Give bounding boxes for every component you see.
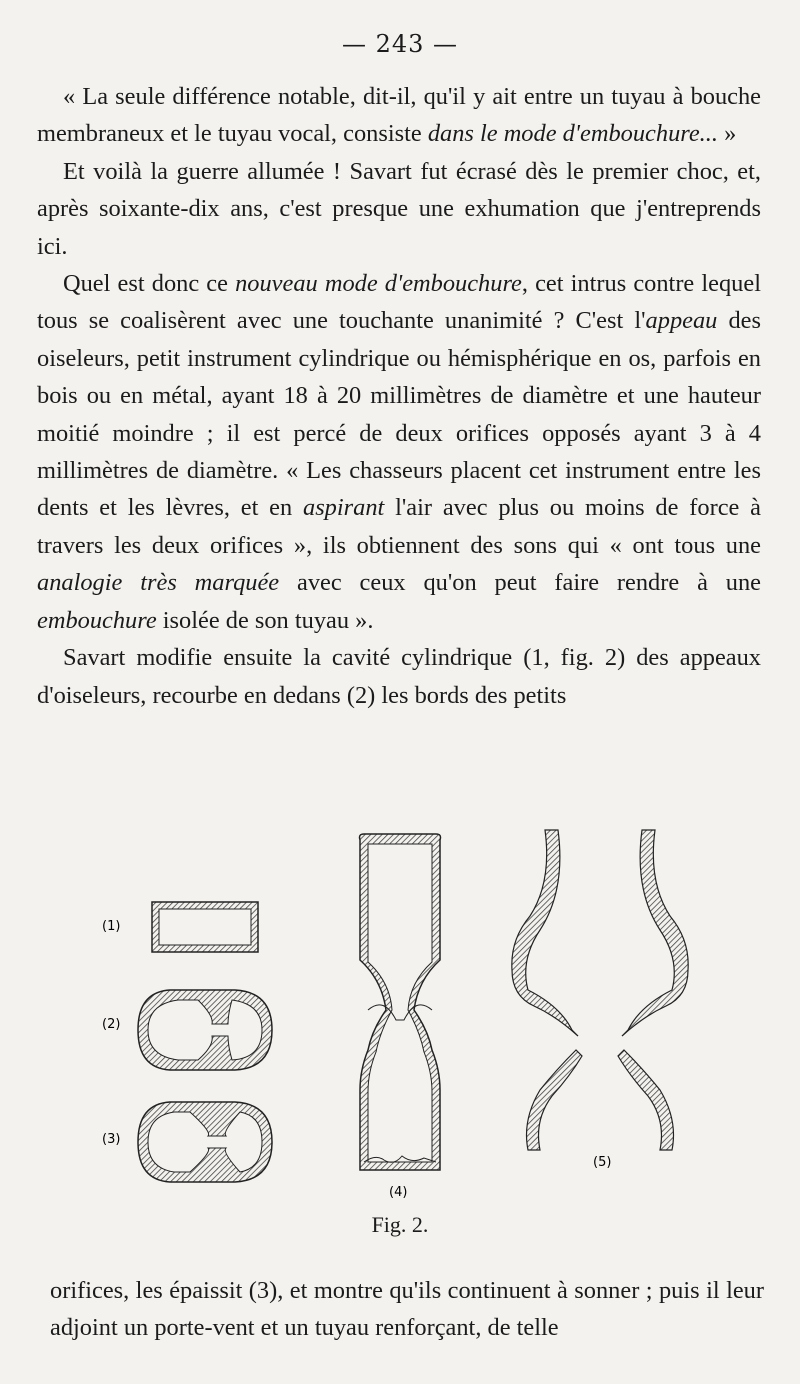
paragraph	[37, 78, 761, 153]
body-text-bottom	[50, 1272, 764, 1347]
body-text-top	[37, 78, 761, 714]
figure-part-2	[138, 990, 272, 1070]
text-run: , cet intrus contre lequel tous se coalisèrent avec une touchante unanimité ? C'est l'	[37, 270, 761, 335]
text-run: l'air avec plus ou moins de force à travers les deux orifices », ils obtiennent des sons qui « ont tous une	[37, 494, 761, 559]
text-run: isolée de son tuyau ».	[156, 606, 374, 634]
figure-part-1	[152, 902, 258, 952]
text-run: Et voilà la guerre allumée ! Savart fut écrasé dès le premier choc, et, après soixante-dix ans, c'est presque une exhumation que j'entreprends ici.	[37, 157, 761, 260]
figure-part-3	[138, 1102, 272, 1182]
text-run: « La seule différence notable, dit-il, qu'il y ait entre un tuyau à bouche membraneux et le tuyau vocal, consiste	[37, 83, 761, 148]
figure-label-4: (4)	[389, 1185, 408, 1200]
figure-label-1: (1)	[102, 919, 121, 934]
paragraph	[37, 153, 761, 265]
figure-illustration	[0, 820, 800, 1240]
text-run: des oiseleurs, petit instrument cylindrique ou hémisphérique en os, parfois en bois ou en métal, ayant 18 à 20 millimètres de diamètre et une hauteur moitié moindre ; il est percé de deux orifices opposés ayant 3 à 4 millimètres de diamètre. « Les chasseurs placent cet instrument entre les dents et les lèvres, et en	[37, 307, 761, 522]
italic-text: appeau	[645, 307, 718, 335]
paragraph	[50, 1272, 764, 1347]
italic-text: nouveau mode d'embouchure	[235, 270, 522, 298]
paragraph	[37, 639, 761, 714]
figure-2	[0, 820, 800, 1240]
text-run: orifices, les épaissit (3), et montre qu'ils continuent à sonner ; puis il leur adjoint un porte-vent et un tuyau renforçant, de telle	[50, 1277, 764, 1342]
italic-text: aspirant	[303, 494, 385, 522]
italic-text: analogie très marquée	[37, 569, 280, 597]
text-run: avec ceux qu'on peut faire rendre à une	[279, 569, 761, 597]
figure-part-5	[512, 830, 688, 1150]
italic-text: embouchure	[37, 606, 157, 634]
figure-label-5: (5)	[593, 1155, 612, 1170]
figure-part-4	[360, 834, 441, 1170]
figure-label-2: (2)	[102, 1017, 121, 1032]
page-number: — 243 —	[341, 30, 459, 58]
italic-text: dans le mode d'embouchure...	[427, 120, 718, 148]
figure-label-3: (3)	[102, 1132, 121, 1147]
figure-caption: Fig. 2.	[371, 1212, 429, 1237]
text-run: »	[717, 120, 737, 148]
paragraph	[37, 265, 761, 639]
text-run: Quel est donc ce	[63, 270, 236, 298]
text-run: Savart modifie ensuite la cavité cylindrique (1, fig. 2) des appeaux d'oiseleurs, recourbe en dedans (2) les bords des petits	[37, 644, 761, 709]
